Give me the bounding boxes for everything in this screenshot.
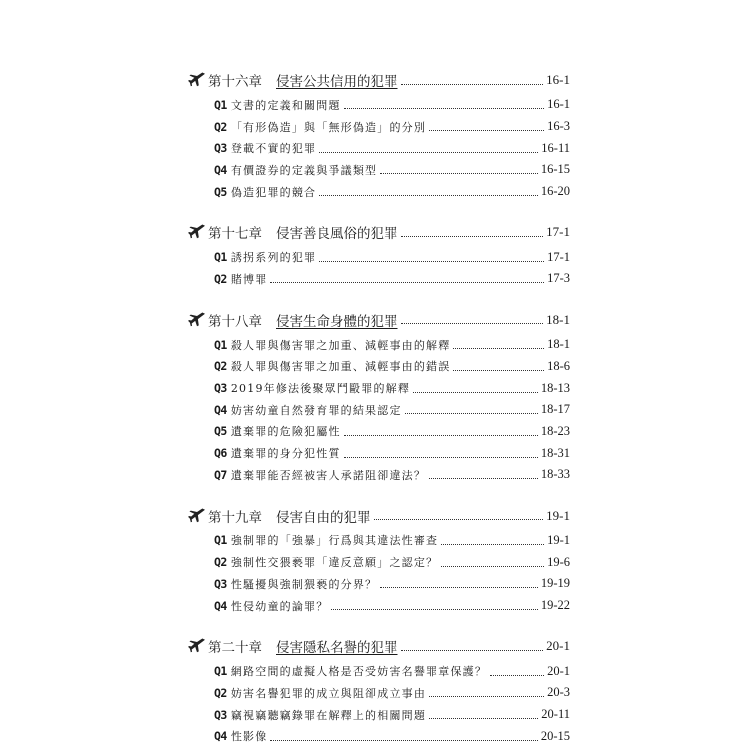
- airplane-icon: [188, 224, 206, 240]
- dot-leader: [429, 130, 544, 131]
- entry-page: 19-19: [540, 576, 570, 591]
- toc-entry: [188, 399, 570, 421]
- question-title: 殺人罪與傷害罪之加重、減輕事由的錯誤: [230, 360, 451, 374]
- toc-entry: [188, 246, 570, 268]
- chapter-title: 侵害生命身體的犯罪: [276, 313, 398, 330]
- entry-page: 18-1: [547, 337, 570, 352]
- airplane-icon: [188, 638, 206, 654]
- chapter-heading: [188, 502, 570, 530]
- entry-page: 20-3: [547, 685, 570, 700]
- question-number: Q4: [214, 598, 227, 613]
- question-title: 網路空間的虛擬人格是否受妨害名譽罪章保護？: [230, 665, 488, 679]
- entry-page: 18-23: [540, 423, 570, 438]
- dot-leader: [270, 740, 537, 741]
- dot-leader: [453, 370, 544, 371]
- chapter-page: 20-1: [546, 638, 570, 654]
- toc-entry: [188, 137, 570, 159]
- question-number: Q1: [214, 533, 227, 548]
- dot-leader: [380, 173, 538, 174]
- question-number: Q3: [214, 141, 227, 156]
- airplane-icon: [188, 508, 206, 524]
- entry-page: 20-15: [540, 728, 570, 743]
- question-number: Q1: [214, 664, 227, 679]
- dot-leader: [490, 675, 544, 676]
- question-title: 妨害幼童自然發育罪的結果認定: [230, 403, 402, 417]
- chapter-title: 侵害公共信用的犯罪: [276, 74, 398, 90]
- question-number: Q3: [214, 381, 227, 396]
- toc-entry: [188, 442, 570, 464]
- dot-leader: [344, 457, 538, 458]
- dot-leader: [319, 195, 538, 196]
- chapter-title: 侵害善良風俗的犯罪: [276, 226, 398, 243]
- question-number: Q5: [214, 424, 227, 439]
- chapter-title: 侵害自由的犯罪: [276, 509, 371, 526]
- entry-page: 18-33: [540, 467, 570, 482]
- chapter-page: 18-1: [546, 311, 570, 327]
- dot-leader: [453, 348, 544, 349]
- toc-entry: [188, 704, 570, 726]
- question-number: Q2: [214, 685, 227, 700]
- dot-leader: [319, 152, 538, 153]
- chapter-heading: [188, 306, 570, 334]
- entry-page: 20-1: [547, 663, 570, 678]
- entry-page: 16-15: [540, 162, 570, 177]
- question-title: 賭博罪: [230, 272, 268, 286]
- entry-page: 16-3: [547, 119, 570, 134]
- table-of-contents: [188, 66, 570, 747]
- chapter-heading: [188, 632, 570, 660]
- chapter-number: 第十九章: [208, 509, 262, 526]
- dot-leader: [429, 718, 538, 719]
- dot-leader: [401, 84, 544, 85]
- question-title: 文書的定義和關問題: [230, 98, 341, 112]
- dot-leader: [380, 587, 538, 588]
- toc-entry: [188, 682, 570, 704]
- dot-leader: [401, 650, 544, 651]
- question-title: 竊視竊聽竊錄罪在解釋上的相關問題: [230, 708, 427, 722]
- toc-entry: [188, 595, 570, 617]
- dot-leader: [429, 696, 544, 697]
- dot-leader: [344, 108, 544, 109]
- entry-page: 18-13: [540, 380, 570, 395]
- question-title: 「有形偽造」與「無形偽造」的分別: [230, 120, 427, 134]
- toc-entry: [188, 464, 570, 486]
- dot-leader: [331, 609, 537, 610]
- toc-entry: [188, 94, 570, 116]
- question-title: 登載不實的犯罪: [230, 142, 317, 156]
- question-title: 性侵幼童的論罪？: [230, 599, 329, 613]
- question-number: Q5: [214, 184, 227, 199]
- dot-leader: [429, 478, 538, 479]
- question-number: Q1: [214, 97, 227, 112]
- question-title: 有價證券的定義與爭議類型: [230, 163, 378, 177]
- question-title: 殺人罪與傷害罪之加重、減輕事由的解釋: [230, 338, 451, 352]
- toc-entry: [188, 268, 570, 290]
- chapter-number: 第十七章: [208, 226, 262, 243]
- toc-entry: [188, 334, 570, 356]
- entry-page: 20-11: [541, 707, 570, 722]
- question-title: 強制罪的「強暴」行爲與其違法性審查: [230, 534, 439, 548]
- question-number: Q4: [214, 162, 227, 177]
- chapter-heading: [188, 66, 570, 94]
- dot-leader: [441, 544, 544, 545]
- question-number: Q2: [214, 359, 227, 374]
- toc-entry: [188, 181, 570, 203]
- question-title: 性騷擾與強制猥褻的分界？: [230, 577, 378, 591]
- question-number: Q4: [214, 402, 227, 417]
- toc-entry: [188, 377, 570, 399]
- question-number: Q3: [214, 576, 227, 591]
- chapter-title: 侵害隱私名譽的犯罪: [276, 640, 398, 657]
- question-number: Q6: [214, 446, 227, 461]
- question-number: Q3: [214, 707, 227, 722]
- dot-leader: [401, 236, 544, 237]
- toc-entry: [188, 421, 570, 443]
- toc-entry: [188, 573, 570, 595]
- question-number: Q1: [214, 337, 227, 352]
- toc-entry: [188, 356, 570, 378]
- question-title: 偽造犯罪的競合: [230, 185, 317, 199]
- question-title: 誘拐系列的犯罪: [230, 251, 317, 265]
- dot-leader: [441, 566, 544, 567]
- question-number: Q2: [214, 555, 227, 570]
- question-title: 2019年修法後聚眾鬥毆罪的解釋: [230, 382, 411, 396]
- chapter-heading: [188, 218, 570, 246]
- chapter-number: 第二十章: [208, 640, 262, 657]
- chapter-page: 17-1: [546, 224, 570, 240]
- chapter-number: 第十八章: [208, 313, 262, 330]
- entry-page: 16-11: [541, 140, 570, 155]
- entry-page: 16-20: [540, 184, 570, 199]
- toc-entry: [188, 551, 570, 573]
- entry-page: 19-6: [547, 554, 570, 569]
- entry-page: 19-1: [547, 532, 570, 547]
- question-title: 強制性交猥褻罪「違反意願」之認定？: [230, 556, 439, 570]
- question-title: 妨害名譽犯罪的成立與阻卻成立事由: [230, 686, 427, 700]
- entry-page: 17-1: [547, 249, 570, 264]
- airplane-icon: [188, 312, 206, 328]
- toc-entry: [188, 116, 570, 138]
- question-title: 遺棄罪的危險犯屬性: [230, 425, 341, 439]
- dot-leader: [401, 323, 544, 324]
- question-number: Q2: [214, 119, 227, 134]
- toc-entry: [188, 159, 570, 181]
- question-title: 遺棄罪能否經被害人承諾阻卻違法？: [230, 468, 427, 482]
- toc-entry: [188, 660, 570, 682]
- dot-leader: [344, 435, 538, 436]
- entry-page: 19-22: [540, 598, 570, 613]
- entry-page: 17-3: [547, 271, 570, 286]
- question-title: 性影像: [230, 730, 268, 744]
- toc-entry: [188, 725, 570, 747]
- question-number: Q4: [214, 729, 227, 744]
- question-number: Q7: [214, 467, 227, 482]
- chapter-page: 16-1: [546, 72, 570, 87]
- chapter-page: 19-1: [546, 507, 570, 523]
- dot-leader: [270, 282, 544, 283]
- dot-leader: [374, 519, 544, 520]
- dot-leader: [319, 261, 544, 262]
- entry-page: 16-1: [547, 97, 570, 112]
- chapter-number: 第十六章: [208, 74, 262, 90]
- question-number: Q1: [214, 250, 227, 265]
- dot-leader: [413, 392, 538, 393]
- toc-entry: [188, 530, 570, 552]
- entry-page: 18-17: [540, 402, 570, 417]
- entry-page: 18-6: [547, 358, 570, 373]
- entry-page: 18-31: [540, 445, 570, 460]
- dot-leader: [405, 413, 538, 414]
- airplane-icon: [188, 72, 206, 88]
- question-title: 遺棄罪的身分犯性質: [230, 447, 341, 461]
- question-number: Q2: [214, 271, 227, 286]
